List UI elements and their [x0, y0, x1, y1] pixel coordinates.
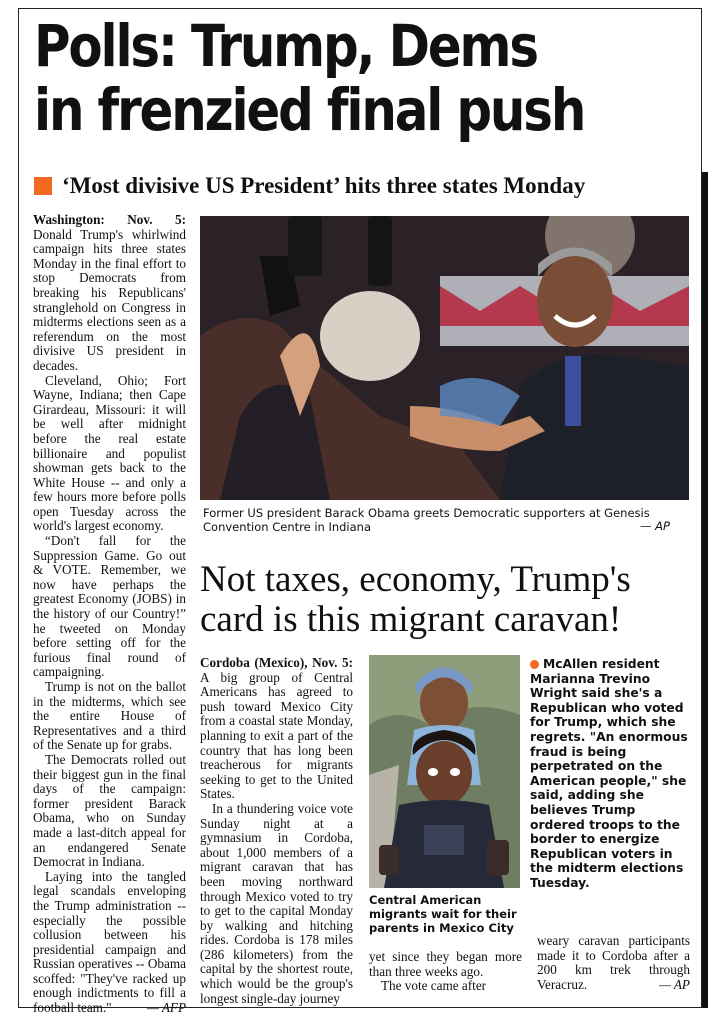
story-1-paragraph-3: “Don't fall for the Suppression Game. Go out & VOTE. Remember, we now have perhaps the greatest Economy (JOBS) in the history of our Country!” he tweeted on Monday before setting off for the furious final round of campaigning.: [33, 533, 186, 680]
migrant-photo-caption: Central American migrants wait for their parents in Mexico City: [369, 893, 517, 935]
pull-quote: McAllen resident Marianna Trevino Wright said she's a Republican who voted for Trump, which she regrets. "An enormous fraud is being perpetrated on the American people," she said, adding she believes Trump ordered troops to the border to energize Republican voters in the midterm elections Tuesday.: [530, 657, 688, 890]
migrant-children-illustration: [369, 655, 520, 888]
migrant-children-photo: [369, 655, 520, 888]
story-1-column: [33, 213, 186, 1016]
story-1-credit: — AFP: [147, 1000, 186, 1016]
story-2-col2-text: yet since they began more than three weeks ago.: [369, 949, 522, 979]
story-2-dateline: Cordoba (Mexico), Nov. 5:: [200, 655, 353, 670]
orange-square-icon: [34, 177, 52, 195]
story-2-column-1: [200, 656, 353, 1006]
story-1-paragraph-4: Trump is not on the ballot in the midterms, which see the entire House of Representatives and a third of the Senate up for grabs.: [33, 679, 186, 753]
story-2-col3-text: weary caravan participants made it to Cordoba after a 200 km trek through Veracruz. — AP: [537, 933, 690, 992]
story-1-paragraph-5: The Democrats rolled out their biggest gun in the final days of the campaign: former president Barack Obama, who on Sunday made a last-ditch appeal for an endangered Senate Democrat in Indiana.: [33, 751, 186, 870]
subhead: ‘Most divisive US President’ hits three states Monday: [62, 173, 586, 198]
story-2-column-2: [369, 950, 522, 994]
story-2-paragraph-1: Cordoba (Mexico), Nov. 5: A big group of Central Americans has agreed to push toward Mexico City from a coastal state Monday, planning to exit a part of the country that has long been treacherous for migrants seeking to get to the United States.: [200, 655, 353, 802]
story-1-paragraph-6: Laying into the tangled legal scandals enveloping the Trump administration -- especially the possible collusion between his presidential campaign and Russian operatives -- Obama scoffed: "They've racked up enough indictments to fill a football team." — AFP: [33, 868, 186, 1016]
story-2-column-3: [537, 934, 690, 992]
orange-bullet-icon: [530, 660, 539, 669]
story-2-col2-paragraph: The vote came after: [381, 978, 487, 994]
obama-photo-caption: Former US president Barack Obama greets Democratic supporters at Genesis Convention Centre in Indiana: [203, 506, 650, 534]
column-rule: [702, 172, 708, 1008]
story-2-paragraph-2: In a thundering voice vote Sunday night at a gymnasium in Cordoba, about 1,000 members of a migrant caravan that has been moving northward through Mexico voted to try to get to the capital Monday by walking and hitching rides. Cordoba is 178 miles (286 kilometers) from the capital by the shortest route, which would be the group's longest single-day journey: [200, 800, 353, 1006]
obama-photo: [200, 216, 689, 500]
obama-photo-credit: — AP: [640, 519, 670, 533]
main-headline-line-2: in frenzied final push: [34, 76, 585, 144]
main-headline: [34, 14, 602, 142]
subhead-row: [34, 168, 585, 204]
story-1-paragraph-1: Washington: Nov. 5: Donald Trump's whirlwind campaign hits three states Monday in the final effort to stop Democrats from breaking his Republicans' stranglehold on Congress in midterms elections seen as a referendum on the most divisive US president in decades.: [33, 212, 186, 373]
main-headline-line-1: Polls: Trump, Dems: [34, 12, 537, 80]
story-2-headline: Not taxes, economy, Trump's card is this migrant caravan!: [200, 559, 631, 640]
story-1-dateline: Washington: Nov. 5:: [33, 212, 186, 227]
story-2-credit: — AP: [659, 976, 690, 992]
story-1-paragraph-2: Cleveland, Ohio; Fort Wayne, Indiana; then Cape Girardeau, Missouri: it will be well after midnight before the real estate billionaire and populist showman gets back to the White House -- and only a few hours more before polls open Tuesday across the world's largest economy.: [33, 372, 186, 534]
obama-photo-illustration: [200, 216, 689, 500]
